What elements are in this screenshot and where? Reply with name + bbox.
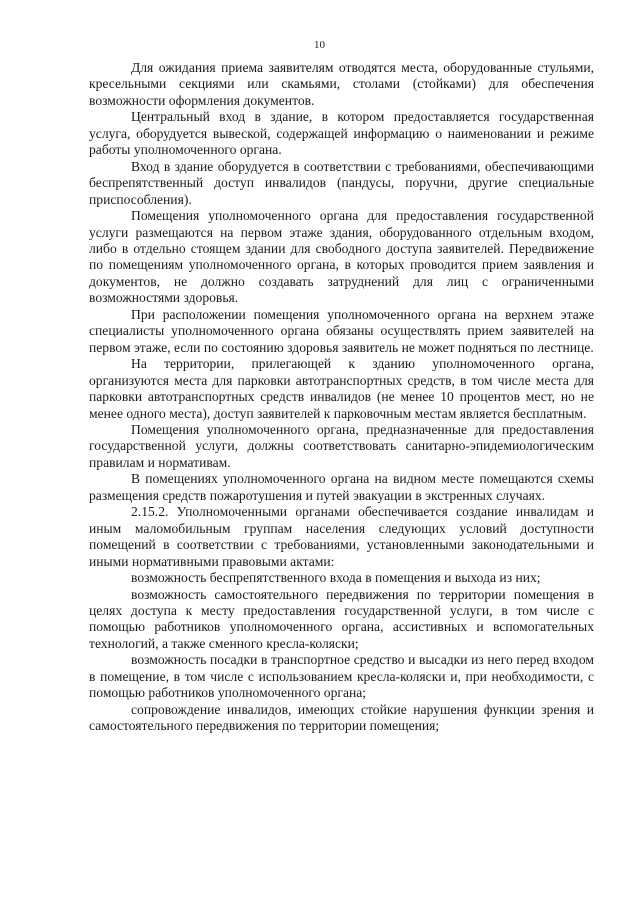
paragraph-building-entrance: Вход в здание оборудуется в соответствии с требованиями, обеспечивающими беспрепятственный доступ инвалидов (пандусы, поручни, другие специальные приспособления). [89,158,594,207]
paragraph-central-entrance: Центральный вход в здание, в котором предоставляется государственная услуга, оборудуется вывеской, содержащей информацию о наименовании и режиме работы уполномоченного органа. [89,109,594,158]
paragraph-upper-floor: При расположении помещения уполномоченного органа на верхнем этаже специалисты уполномоченного органа обязаны осуществлять прием заявителей на первом этаже, если по состоянию здоровья заявитель не может подняться по лестнице. [89,306,594,355]
paragraph-parking: На территории, прилегающей к зданию уполномоченного органа, организуются места для парковки автотранспортных средств, в том числе места для парковки автотранспортных средств инвалидов (не менее 10 процентов мест, но не менее одного места), доступ заявителей к парковочным местам является бесплатным. [89,356,594,421]
paragraph-section-2-15-2: 2.15.2. Уполномоченными органами обеспечивается создание инвалидам и иным маломобильным группам населения следующих условий доступности помещений в соответствии с требованиями, установленными законодательными и иными нормативными правовыми актами: [89,504,594,569]
paragraph-waiting-places: Для ожидания приема заявителям отводятся места, оборудованные стульями, кресельными секциями или скамьями, столами (стойками) для обеспечения возможности оформления документов. [89,60,594,108]
paragraph-evacuation: В помещениях уполномоченного органа на видном месте помещаются схемы размещения средств пожаротушения и путей эвакуации в экстренных случаях. [89,471,594,503]
page-number: 10 [314,39,325,51]
document-body [89,60,594,735]
paragraph-sanitary: Помещения уполномоченного органа, предназначенные для предоставления государственной услуги, должны соответствовать санитарно-эпидемиологическим правилам и нормативам. [89,421,594,470]
list-item-transport: возможность посадки в транспортное средство и высадки из него перед входом в помещение, в том числе с использованием кресла-коляски и, при необходимости, с помощью работников уполномоченного органа; [89,652,594,701]
list-item-escort: сопровождение инвалидов, имеющих стойкие нарушения функции зрения и самостоятельного передвижения по территории помещения; [89,701,594,734]
list-item-movement: возможность самостоятельного передвижения по территории помещения в целях доступа к месту предоставления государственной услуги, в том числе с помощью работников уполномоченного органа, ассистивных и вспомогательных технологий, а также сменного кресла-коляски; [89,586,594,651]
paragraph-premises-location: Помещения уполномоченного органа для предоставления государственной услуги размещаются на первом этаже здания, оборудованного отдельным входом, либо в отдельно стоящем здании для свободного доступа заявителей. Передвижение по помещениям уполномоченного органа, в которых проводится прием заявления и документов, не должно создавать затруднений для лиц с ограниченными возможностями здоровья. [89,208,594,306]
list-item-entry-exit: возможность беспрепятственного входа в помещения и выхода из них; [131,570,541,586]
